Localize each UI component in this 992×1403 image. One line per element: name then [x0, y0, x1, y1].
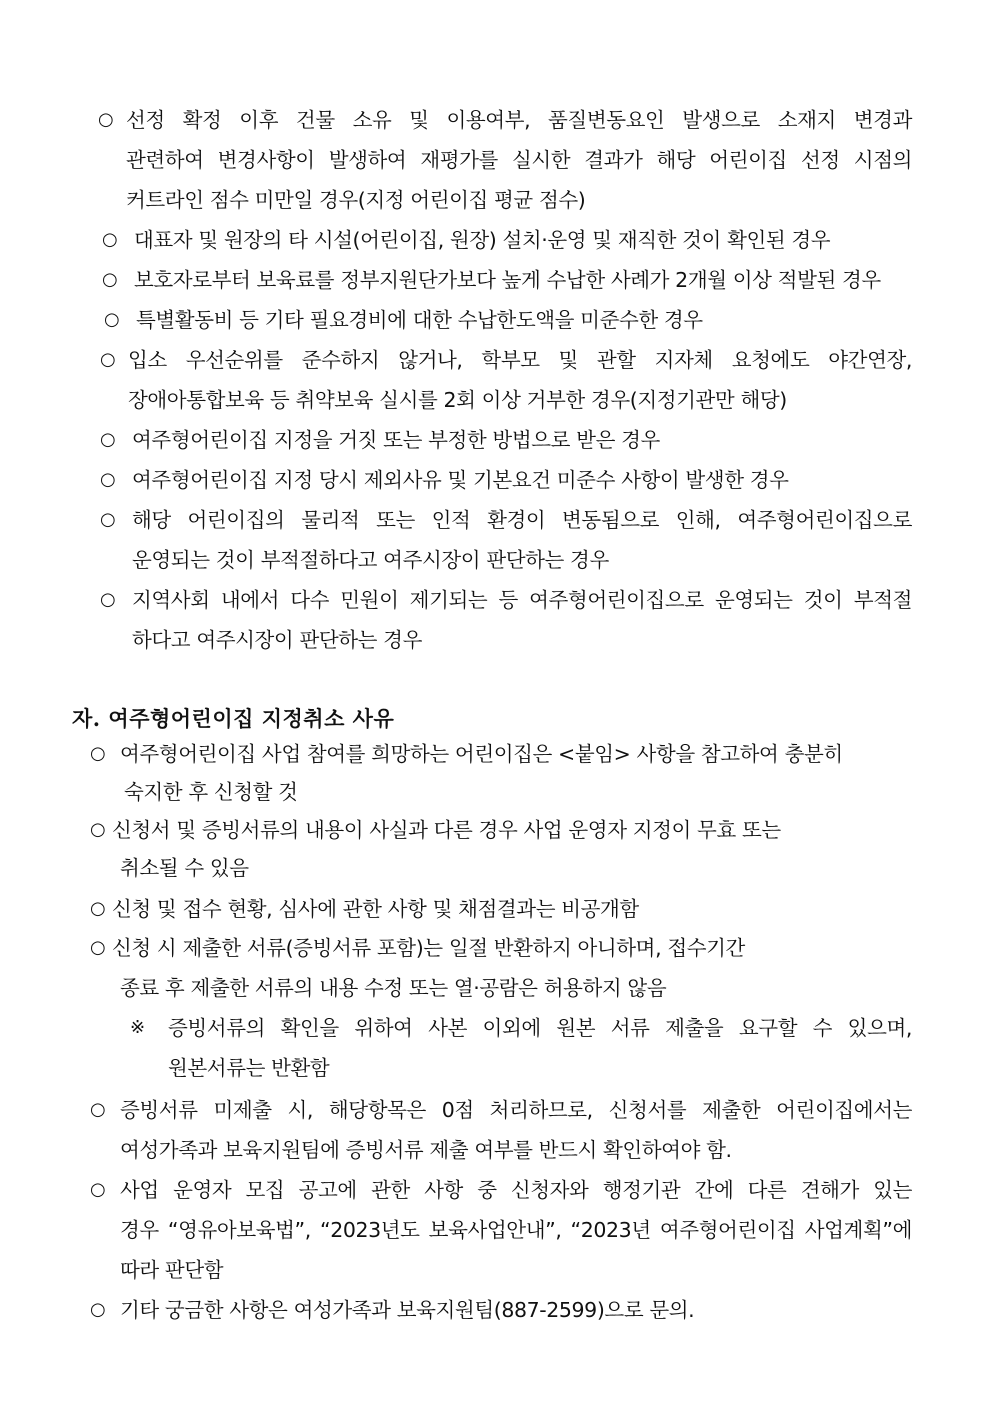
- list1-item-5-line-1: 입소 우선순위를 준수하지 않거나, 학부모 및 관할 지자체 요청에도 야간연장,: [128, 348, 912, 372]
- bullet-icon: ○: [102, 229, 118, 250]
- list2-item-6-line-1: 사업 운영자 모집 공고에 관한 사항 중 신청자와 행정기관 간에 다른 견해가 있는: [120, 1178, 912, 1202]
- list2-item-3-line-1: 신청 및 접수 현황, 심사에 관한 사항 및 채점결과는 비공개함: [112, 897, 639, 921]
- list1-item-9-line-1: 지역사회 내에서 다수 민원이 제기되는 등 여주형어린이집으로 운영되는 것이 부적절: [132, 588, 912, 612]
- list2-item-7-line-1: 기타 궁금한 사항은 여성가족과 보육지원팀(887-2599)으로 문의.: [120, 1298, 695, 1322]
- bullet-icon: ○: [104, 309, 120, 330]
- note-icon: ※: [130, 1017, 146, 1038]
- list2-item-5-line-1: 증빙서류 미제출 시, 해당항목은 0점 처리하므로, 신청서를 제출한 어린이집에서는: [120, 1098, 912, 1122]
- bullet-icon: ○: [100, 589, 116, 610]
- list1-item-8-line-2: 운영되는 것이 부적절하다고 여주시장이 판단하는 경우: [132, 548, 609, 572]
- list1-item-7-line-1: 여주형어린이집 지정 당시 제외사유 및 기본요건 미준수 사항이 발생한 경우: [132, 468, 789, 492]
- list2-item-1-line-1: 여주형어린이집 사업 참여를 희망하는 어린이집은 <붙임> 사항을 참고하여 충분히: [120, 742, 843, 766]
- list2-item-6-line-3: 따라 판단함: [120, 1258, 224, 1282]
- bullet-icon: ○: [102, 269, 118, 290]
- list1-item-4-line-1: 특별활동비 등 기타 필요경비에 대한 수납한도액을 미준수한 경우: [136, 308, 703, 332]
- list2-item-4-line-2: 종료 후 제출한 서류의 내용 수정 또는 열·공람은 허용하지 않음: [120, 976, 667, 1000]
- bullet-icon: ○: [100, 469, 116, 490]
- note-line-2: 원본서류는 반환함: [168, 1056, 330, 1080]
- list1-item-1-line-2: 관련하여 변경사항이 발생하여 재평가를 실시한 결과가 해당 어린이집 선정 시점의: [126, 148, 912, 172]
- bullet-icon: ○: [90, 1299, 106, 1320]
- bullet-icon: ○: [90, 937, 106, 958]
- note-line-1: 증빙서류의 확인을 위하여 사본 이외에 원본 서류 제출을 요구할 수 있으며,: [168, 1016, 912, 1040]
- list1-item-6-line-1: 여주형어린이집 지정을 거짓 또는 부정한 방법으로 받은 경우: [132, 428, 660, 452]
- list1-item-1-line-1: 선정 확정 이후 건물 소유 및 이용여부, 품질변동요인 발생으로 소재지 변경과: [126, 108, 912, 132]
- section-heading: 자. 여주형어린이집 지정취소 사유: [72, 706, 395, 731]
- list1-item-9-line-2: 하다고 여주시장이 판단하는 경우: [132, 628, 422, 652]
- bullet-icon: ○: [90, 898, 106, 919]
- list2-item-1-line-2: 숙지한 후 신청할 것: [124, 780, 298, 804]
- list1-item-1-line-3: 커트라인 점수 미만일 경우(지정 어린이집 평균 점수): [126, 188, 586, 212]
- list1-item-8-line-1: 해당 어린이집의 물리적 또는 인적 환경이 변동됨으로 인해, 여주형어린이집으로: [132, 508, 912, 532]
- bullet-icon: ○: [90, 1179, 106, 1200]
- bullet-icon: ○: [90, 743, 106, 764]
- list2-item-2-line-2: 취소될 수 있음: [120, 856, 249, 880]
- bullet-icon: ○: [100, 429, 116, 450]
- list2-item-2-line-1: 신청서 및 증빙서류의 내용이 사실과 다른 경우 사업 운영자 지정이 무효 또는: [112, 818, 781, 842]
- list1-item-3-line-1: 보호자로부터 보육료를 정부지원단가보다 높게 수납한 사례가 2개월 이상 적발된 경우: [134, 268, 881, 292]
- bullet-icon: ○: [90, 819, 106, 840]
- list2-item-5-line-2: 여성가족과 보육지원팀에 증빙서류 제출 여부를 반드시 확인하여야 함.: [120, 1138, 732, 1162]
- list2-item-4-line-1: 신청 시 제출한 서류(증빙서류 포함)는 일절 반환하지 아니하며, 접수기간: [112, 936, 745, 960]
- list2-item-6-line-2: 경우 “영유아보육법”, “2023년도 보육사업안내”, “2023년 여주형어린이집 사업계획”에: [120, 1218, 912, 1242]
- bullet-icon: ○: [98, 109, 114, 130]
- list1-item-5-line-2: 장애아통합보육 등 취약보육 실시를 2회 이상 거부한 경우(지정기관만 해당): [128, 388, 787, 412]
- bullet-icon: ○: [100, 349, 116, 370]
- bullet-icon: ○: [100, 509, 116, 530]
- bullet-icon: ○: [90, 1099, 106, 1120]
- list1-item-2-line-1: 대표자 및 원장의 타 시설(어린이집, 원장) 설치·운영 및 재직한 것이 확인된 경우: [134, 228, 831, 252]
